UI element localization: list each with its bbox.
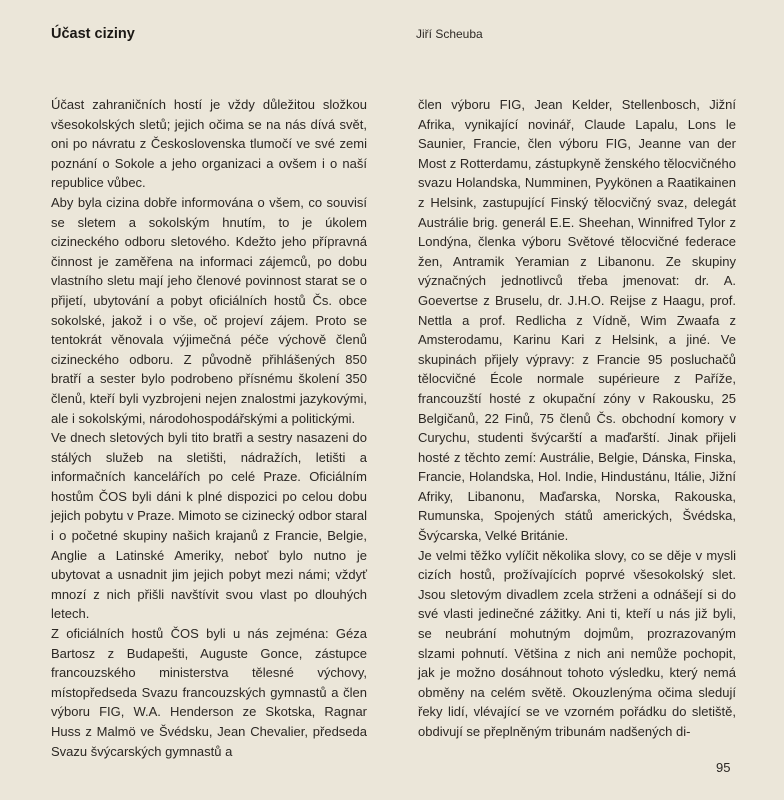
section-title: Účast ciziny xyxy=(51,26,135,42)
right-column xyxy=(418,95,736,742)
paragraph: člen výboru FIG, Jean Kelder, Stellenbosch, Jižní Afrika, vynikající novinář, Claude Lapalu, Lons le Saunier, Francie, člen výboru FIG, Jeanne van der Most z Rotterdamu, zástupkyně ženského tělocvičného svazu Holandska, Numminen, Pyykönen a Raatikainen z Helsink, zastupující Finský tělocvičný svaz, delegát Austrálie brig. generál E.E. Sheehan, Winnifred Tylor z Londýna, členka výboru Světové tělocvičné federace žen, Antramik Yeramian z Libanonu. Ze skupiny význačných jednotlivců třeba jmenovat: dr. A. Goevertse z Bruselu, dr. J.H.O. Reijse z Haagu, prof. Nettla a prof. Redlicha z Vídně, Wim Zwaafa z Amsterodamu, Karinu Kari z Helsink, a jiné. Ve skupinách přijely výpravy: z Francie 95 posluchačů tělocvičné École normale supérieure z Paříže, francouzští hosté z okupační zóny v Rakousku, 25 Belgičanů, 22 Finů, 75 členů Čs. obchodní komory v Curychu, studenti švýcarští a maďarští. Jinak přijeli hosté z těchto zemí: Austrálie, Belgie, Dánska, Finska, Francie, Holandska, Hol. Indie, Hindustánu, Itálie, Jižní Afriky, Libanonu, Maďarska, Norska, Rakouska, Rumunska, Spojených států amerických, Švédska, Švýcarska, Velké Británie. xyxy=(418,97,736,544)
author-name: Jiří Scheuba xyxy=(416,27,483,41)
left-column xyxy=(51,95,367,761)
page-number: 95 xyxy=(716,760,731,775)
paragraph: Ve dnech sletových byli tito bratři a sestry nasazeni do stálých služeb na sletišti, nádražích, letišti a informačních kancelářích po celé Praze. Oficiálním hostům ČOS byli dáni k plné dispozici po celou dobu jejich pobytu v Praze. Mimoto se cizinecký odbor staral i o početné skupiny našich krajanů z Francie, Belgie, Anglie a Latinské Ameriky, neboť bylo nutno je ubytovat a usnadnit jim jejich pobyt mezi námi; vždyť mnozí z nich přišli navštívit svou vlast po dlouhých letech. xyxy=(51,430,367,622)
paragraph: Je velmi těžko vylíčit několika slovy, co se děje v mysli cizích hostů, prožívajících poprvé všesokolský slet. Jsou sletovým divadlem zcela strženi a odnášejí si do své vlasti jedinečné zážitky. Ani ti, kteří u nás již byli, se neubrání mohutným dojmům, prozrazovaným slzami pohnutí. Většina z nich ani nemůže pochopit, jak je možno dosáhnout tohoto výsledku, který nemá obměny na celém světě. Okouzlenýma očima sledují řeky lidí, vlévající se ve vzorném pořádku do sletiště, obdivují se přeplněným tribunám nadšených di- xyxy=(418,547,736,739)
paragraph: Účast zahraničních hostí je vždy důležitou složkou všesokolských sletů; jejich očima se na nás dívá svět, oni po návratu z Československa tlumočí ve své zemi poznání o Sokole a jeho organizaci a ovšem i o naší republice vůbec. xyxy=(51,97,367,191)
paragraph: Z oficiálních hostů ČOS byli u nás zejména: Géza Bartosz z Budapešti, Auguste Gonce, zástupce francouzského ministerstva tělesné výchovy, místopředseda Svazu francouzských gymnastů a člen výboru FIG, W.A. Henderson ze Skotska, Ragnar Huss z Malmö ve Švédsku, Jean Chevalier, předseda Svazu švýcarských gymnastů a xyxy=(51,626,367,759)
paragraph: Aby byla cizina dobře informována o všem, co souvisí se sletem a sokolským hnutím, to je úkolem cizineckého odboru sletového. Kdežto jeho přípravná činnost je zaměřena na informaci zájemců, po dobu vlastního sletu mají jeho členové povinnost starat se o přijetí, ubytování a pobyt oficiálních hostů Čs. obce sokolské, jakož i o vše, oč projeví zájem. Proto se tentokrát věnovala výjimečná péče výchově členů cizineckého odboru. Z původně přihlášených 850 bratří a sester bylo podrobeno přísnému školení 350 členů, kteří byli vyzbrojeni nejen znalostmi jazykovými, ale i sokolskými, národohospodářskými a politickými. xyxy=(51,194,367,426)
